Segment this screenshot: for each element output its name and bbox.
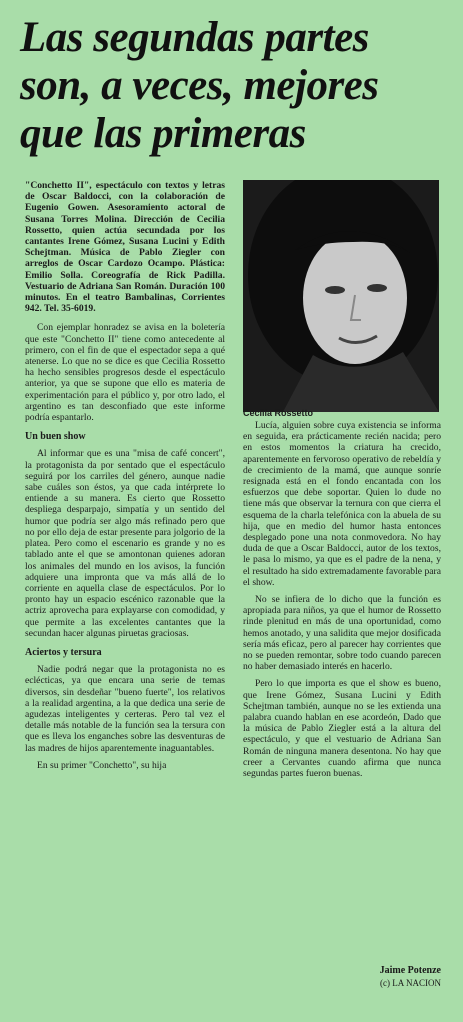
show-credits: "Conchetto II", espectáculo con textos y letras de Oscar Baldocci, con la colaboración de Eugenio Gowen. Asesoramiento actoral de Susana Torres Molina. Dirección de Cecilia Rossetto, quien actúa secundada por los cantantes Irene Gómez, Susana Lucini y Edith Schejtman. Música de Pablo Ziegler con arreglos de Oscar Cardozo Ocampo. Plástica: Emilio Solla. Coreografía de Rick Padilla. Vestuario de Adriana San Román. Duración 100 minutos. En el teatro Bambalinas, Corrientes 942. Tel. 35-6019. — [25, 180, 225, 315]
photo-caption: Cecilia Rossetto — [243, 408, 314, 418]
left-column — [25, 180, 225, 777]
author-name: Jaime Potenze — [379, 965, 441, 976]
paragraph: No se infiera de lo dicho que la función es apropiada para niños, ya que el humor de Rossetto rinde plenitud en más de una oportunidad, como hemos anotado, y una salidita que mejor dosificada sería más eficaz, pero al parecer hay corrientes que no se pueden remontar, sobre todo cuando parecen no haber demasiado interés en hacerlo. — [243, 594, 441, 673]
portrait-photo — [243, 180, 439, 412]
paragraph: Con ejemplar honradez se avisa en la boletería que este "Conchetto II" tiene como antecedente al primero, con el fin de que el espectador sepa a qué atenerse. Lo que no se dice es que Cecilia Rossetto ha hecho sensibles progresos desde el espectáculo anterior, ya que se supone que ello es materia de experimentación para el público y, por otro lado, el argentino es tan desconfiado que este informe podría espantarlo. — [25, 322, 225, 424]
paragraph: Al informar que es una "misa de café concert", la protagonista da por sentado que el espectáculo seguirá por los carriles del género, aunque nadie sabe cuáles son éstos, ya que cada intérprete lo entiende a su manera. Es cierto que Rossetto despliega desparpajo, simpatía y un sentido del humor que podría ser algo más refinado pero que no por ello deja de estar presente para jolgorio de la platea. Pero como el escenario es grande y no es tablado ante el que se amontonan quienes adoran los animales del mundo en los avisos, la función adquiere una impronta que va más allá de lo corriente en aquella clase de espectáculos. Por lo pronto hay un espacio escénico razonable que la actriz aprovecha para explayarse con comodidad, y que permite a las excelentes cantantes que la secundan hacer algunas piruetas graciosas. — [25, 448, 225, 639]
paragraph: Pero lo que importa es que el show es bueno, que Irene Gómez, Susana Lucini y Edith Schejtman también, aunque no se les extienda una palabra cuando hablan en ese acordeón, Dado que la música de Pablo Ziegler está a la altura del espectáculo, y que el vestuario de Adriana San Román de ninguna manera desentona. No hay que creer a Cervantes cuando afirma que nunca segundas partes fueron buenas. — [243, 678, 441, 780]
paragraph: Nadie podrá negar que la protagonista no es eclécticas, ya que encara una serie de temas diversos, sin desdeñar "bueno fuerte", los relativos a la realidad argentina, a la que dedica una serie de agudezas inteligentes y certeras. Pero tal vez el detalle más notable de la función sea la tersura con que es lleva los enganches sobre las desventuras de las madres de hijos aparentemente inaguantables. — [25, 664, 225, 754]
subheading: Un buen show — [25, 431, 86, 443]
portrait-illustration — [243, 180, 439, 412]
paragraph: Lucía, alguien sobre cuya existencia se informa en seguida, era prácticamente recién nacida; pero en estos momentos la criatura ha crecido, aparentemente en fervoroso operativo de rebeldía y de crecimiento de la mamá, que aunque sonríe resignada está en el fondo encantada con los esfuerzos que debe soportar. Quien lo dude no tiene más que observar la ternura con que cierra el esquema de la charla telefónica con la abuela de su hija, que en medio del humor hasta entonces desplegado pone una nota conmovedora. No hay duda de que a Oscar Baldocci, autor de los textos, le pasa lo mismo, ya que es el padre de la nena, y el resultado ha sido extremadamente favorable para el show. — [243, 420, 441, 588]
right-column — [243, 420, 441, 785]
publication-source: (c) LA NACION — [380, 978, 441, 988]
byline — [380, 964, 441, 990]
subheading: Aciertos y tersura — [25, 646, 102, 658]
paragraph: En su primer "Conchetto", su hija — [37, 759, 167, 771]
article-headline: Las segundas partes son, a veces, mejores que las primeras — [20, 14, 379, 157]
